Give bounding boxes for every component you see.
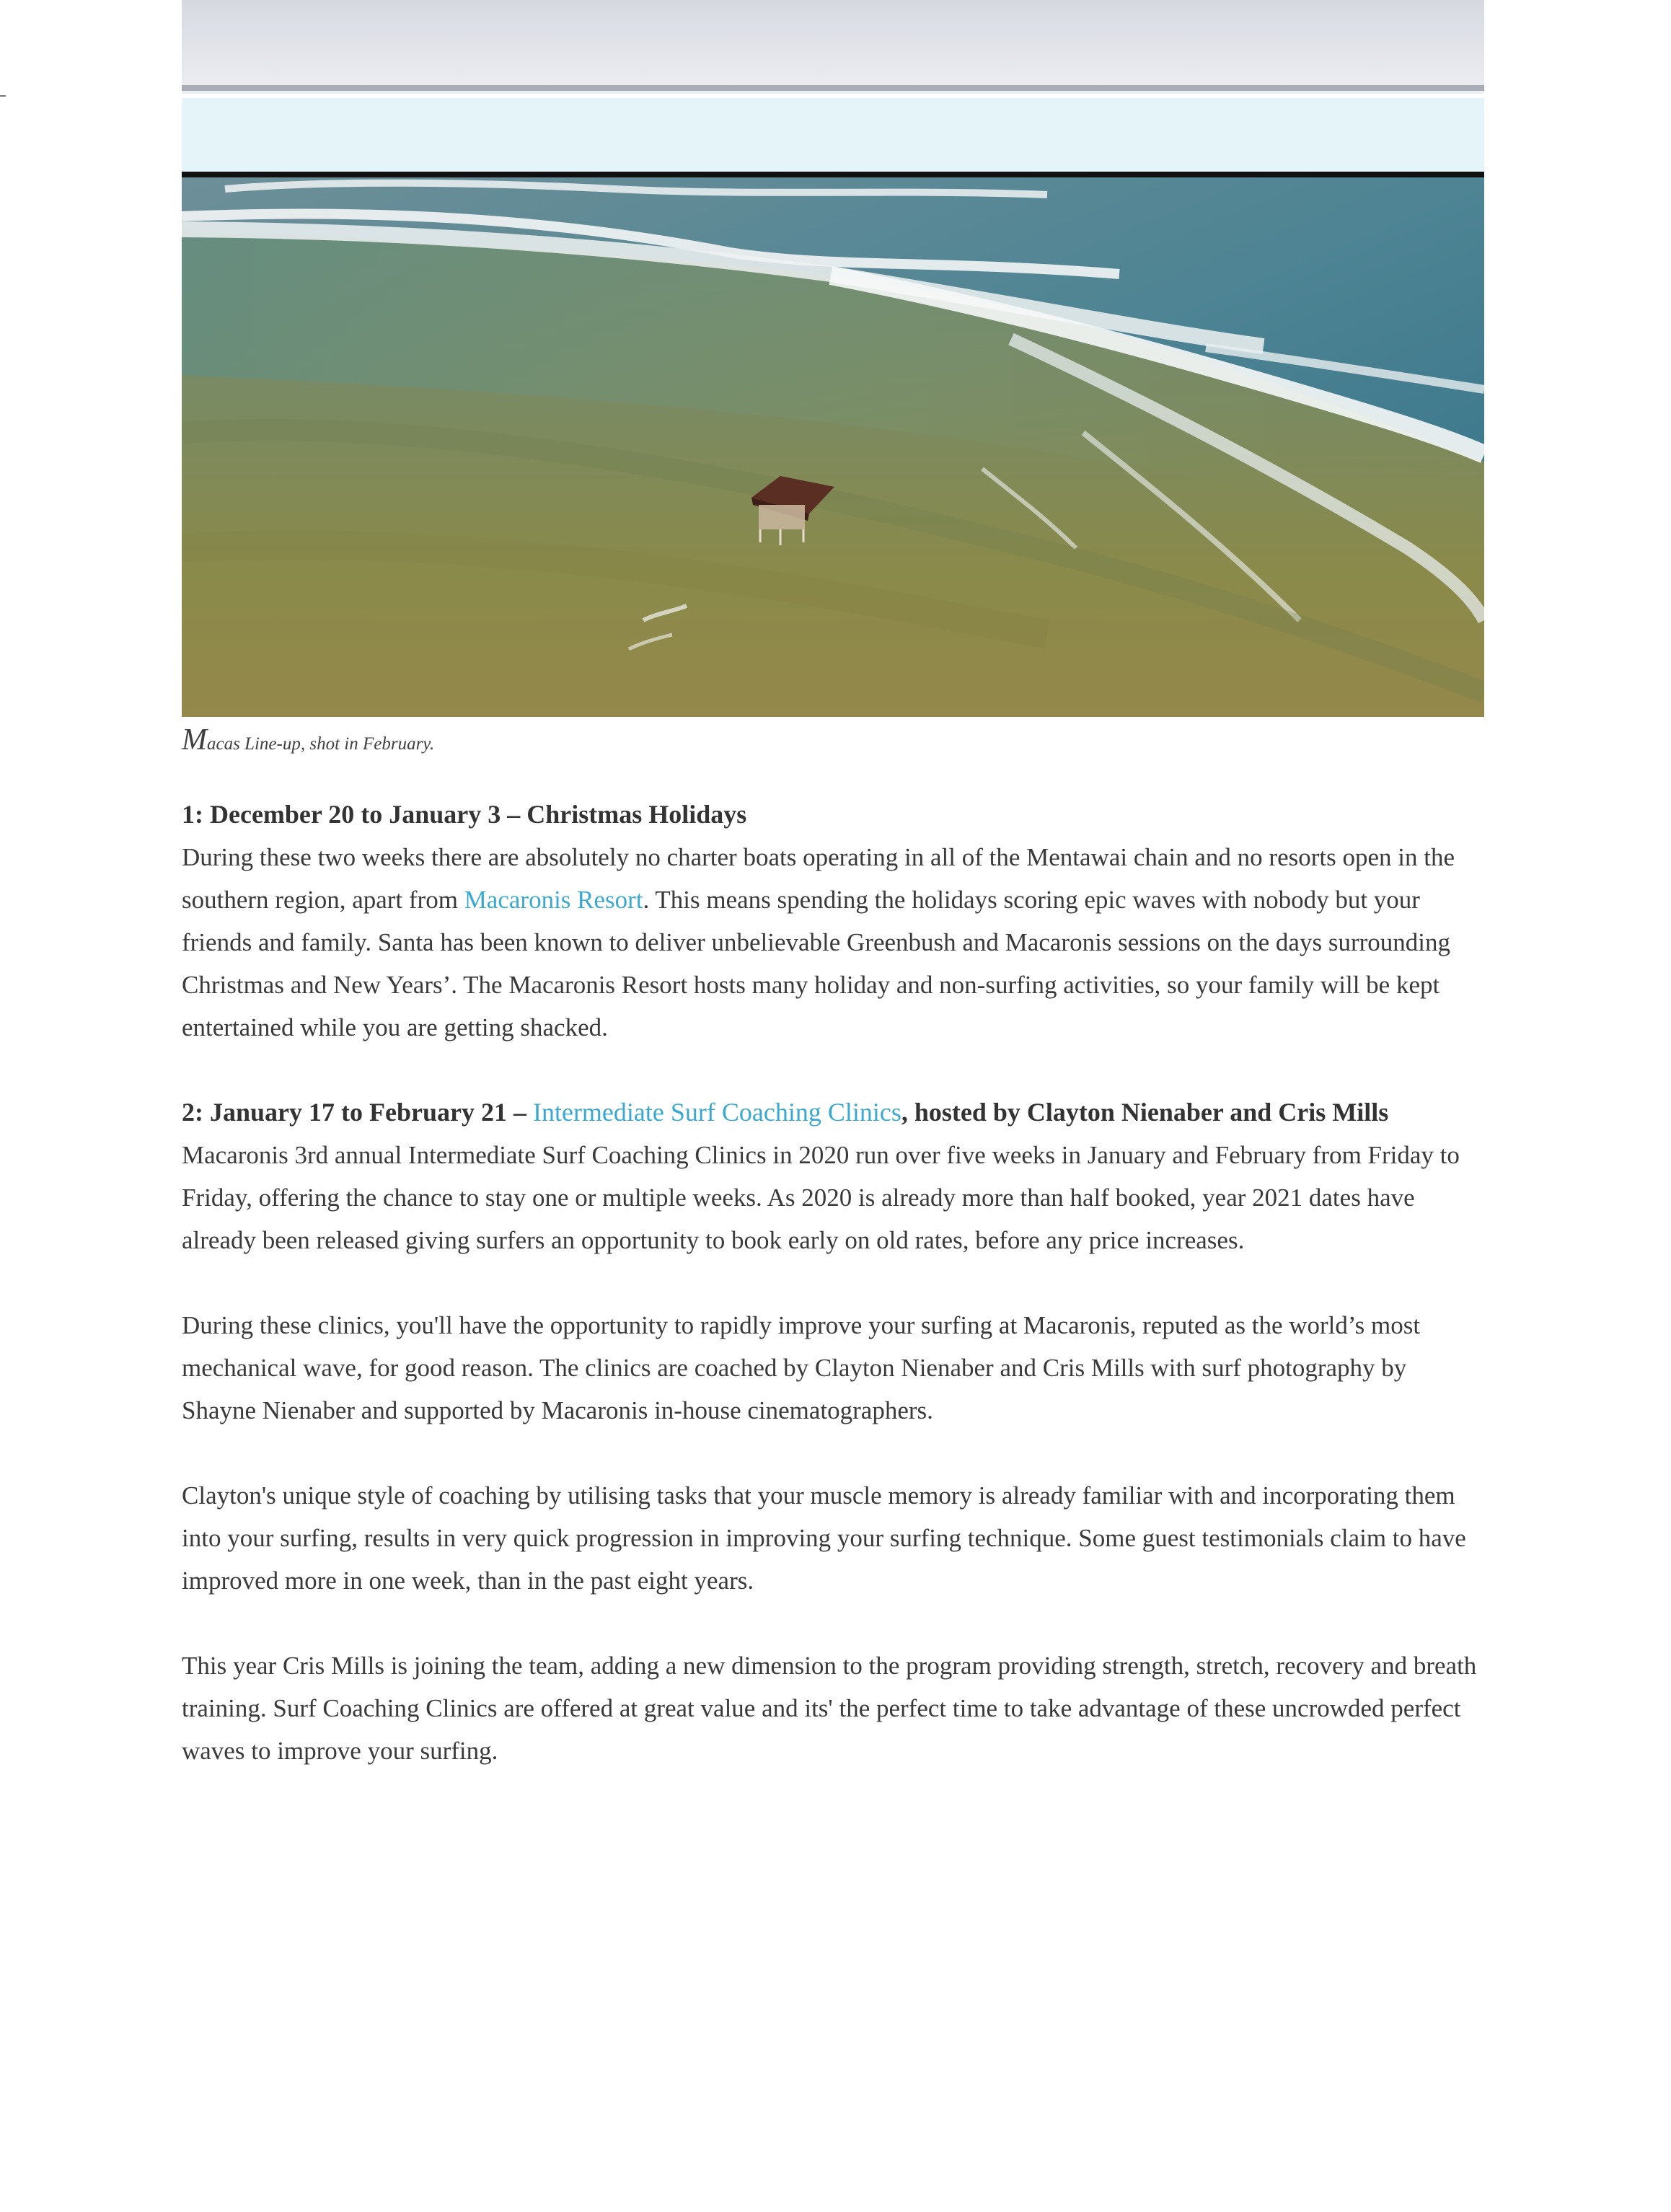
section-2-paragraph-1: Macaronis 3rd annual Intermediate Surf Coaching Clinics in 2020 run over five weeks in January and February from Friday to Friday, offering the chance to stay one or multiple weeks. As 2020 is already more than half booked, year 2021 dates have already been released giving surfers an opportunity to book early on old rates, before any price increases. [182,1141,1460,1254]
section-2-paragraph-2: During these clinics, you'll have the opportunity to rapidly improve your surfing at Macaronis, reputed as the world’s most mechanical wave, for good reason. The clinics are coached by Clayton Nienaber and Cris Mills with surf photography by Shayne Nienaber and supported by Macaronis in-house cinematographers. [182,1311,1421,1424]
photo-caption [182,723,1484,757]
caption-text: acas Line-up, shot in February. [207,734,435,754]
macaronis-lineup-photo [182,0,1484,717]
macaronis-resort-link[interactable]: Macaronis Resort [464,886,643,914]
section-2-heading-suffix: , hosted by Clayton Nienaber and Cris Mills [901,1098,1389,1127]
section-2-paragraph-4: This year Cris Mills is joining the team, adding a new dimension to the program providing strength, stretch, recovery and breath training. Surf Coaching Clinics are offered at great value and its' the perfect time to take advantage of these uncrowded perfect waves to improve your surfing. [182,1652,1477,1765]
section-2-heading-prefix: 2: January 17 to February 21 – [182,1098,533,1127]
section-1-text-before-link: During these two weeks there are absolutely no charter boats operating in all of the Mentawai chain and no resorts open in the southern region, apart from [182,843,1455,914]
caption-initial: M [182,723,207,757]
section-1-text-after-link: . This means spending the holidays scoring epic waves with nobody but your friends and family. Santa has been known to deliver unbelievable Greenbush and Macaronis sessions on the days surrounding Christmas and New Years’. The Macaronis Resort hosts many holiday and non-surfing activities, so your family will be kept entertained while you are getting shacked. [182,886,1450,1041]
surf-coaching-clinics-link[interactable]: Intermediate Surf Coaching Clinics [532,1098,901,1127]
article-body [182,793,1484,1815]
section-1-paragraph [182,836,1484,1049]
section-2-paragraph-3: Clayton's unique style of coaching by utilising tasks that your muscle memory is already familiar with and incorporating them into your surfing, results in very quick progression in improving your surfing technique. Some guest testimonials claim to have improved more in one week, than in the past eight years. [182,1481,1466,1595]
section-1-heading: 1: December 20 to January 3 – Christmas Holidays [182,800,747,829]
page-edge-mark [0,95,6,97]
section-2-heading [182,1091,1484,1134]
